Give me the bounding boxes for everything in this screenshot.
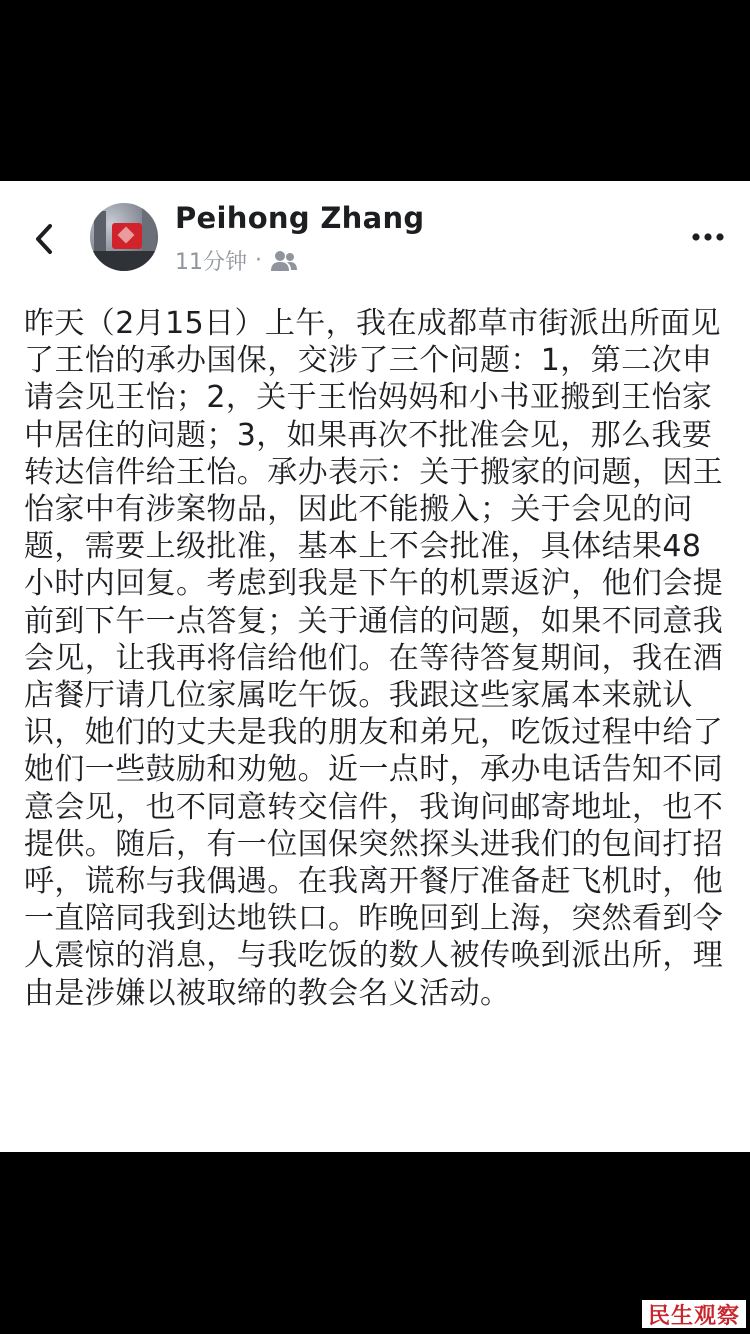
more-horizontal-icon (692, 233, 724, 241)
watermark: 民生观察 (642, 1300, 746, 1328)
post-meta (175, 245, 298, 276)
friends-icon[interactable] (270, 250, 298, 272)
avatar-love-sculpture (112, 223, 142, 249)
bottom-letterbox (0, 1152, 750, 1334)
chevron-left-icon (33, 223, 55, 255)
author-avatar[interactable] (90, 203, 158, 271)
author-name[interactable]: Peihong Zhang (175, 201, 425, 235)
meta-separator: · (255, 248, 262, 273)
post-card (0, 181, 750, 1152)
post-body: 昨天（2月15日）上午，我在成都草市街派出所面见了王怡的承办国保，交涉了三个问题：1，第二次申请会见王怡；2，关于王怡妈妈和小书亚搬到王怡家中居住的问题；3，如果再次不批准会见，那么我要转达信件给王怡。承办表示：关于搬家的问题，因王怡家中有涉案物品，因此不能搬入；关于会见的问题，需要上级批准，基本上不会批准，具体结果48小时内回复。考虑到我是下午的机票返沪，他们会提前到下午一点答复；关于通信的问题，如果不同意我会见，让我再将信给他们。在等待答复期间，我在酒店餐厅请几位家属吃午饭。我跟这些家属本来就认识，她们的丈夫是我的朋友和弟兄，吃饭过程中给了她们一些鼓励和劝勉。近一点时，承办电话告知不同意会见，也不同意转交信件，我询问邮寄地址，也不提供。随后，有一位国保突然探头进我们的包间打招呼，谎称与我偶遇。在我离开餐厅准备赶飞机时，他一直陪同我到达地铁口。昨晚回到上海，突然看到令人震惊的消息，与我吃饭的数人被传唤到派出所，理由是涉嫌以被取缔的教会名义活动。 (24, 306, 724, 1011)
more-options-button[interactable] (688, 223, 728, 251)
back-button[interactable] (24, 217, 64, 261)
top-letterbox (0, 0, 750, 181)
post-timestamp[interactable]: 11分钟 (175, 250, 247, 275)
